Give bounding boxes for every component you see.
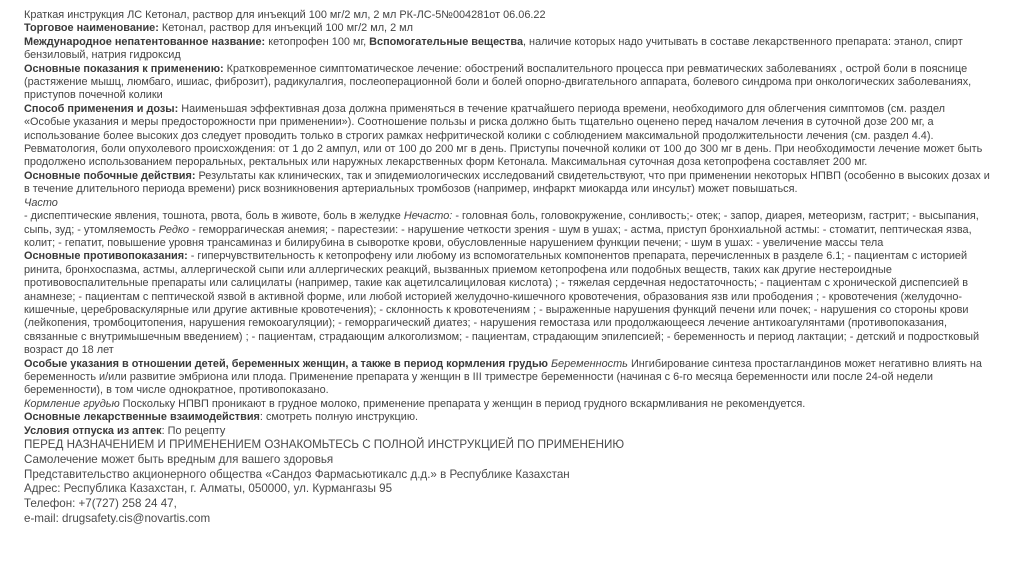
special-instructions-section xyxy=(24,358,992,398)
indications-label: Основные показания к применению: xyxy=(24,62,224,75)
lactation-label: Кормление грудью xyxy=(24,397,120,410)
inn-section xyxy=(24,36,992,63)
interactions-section xyxy=(24,411,992,424)
contraindications-label: Основные противопоказания: xyxy=(24,250,188,263)
indications-text: Кратковременное симптоматическое лечение: обострений воспалительного процесса при ревматических заболеваниях , острой боли в пояснице (растяжение мышц, люмбаго, ишиас, фиброзит), радикулалгия, послеоперационной боли и болей опорно-двигательного аппарата, болевого синдрома при онкологических заболеваниях, приступов почечной колики xyxy=(24,62,972,102)
side-effects-label: Основные побочные действия: xyxy=(24,169,196,182)
indications-section xyxy=(24,63,992,103)
contraindications-text: - гиперчувствительность к кетопрофену или любому из вспомогательных компонентов препарата, перечисленных в разделе 6.1; - пациентам с историей ринита, бронхоспазма, астмы, аллергической сыпи или аллергических реакций, вызванных приемом кетопрофена или подобных веществ, таких как другие нестероидные противовоспалительные препараты или салицилаты (например, такие как ацетилсалициловая кислота) ; - тяжелая сердечная недостаточность; - пациентам с хронической диспепсией в анамнезе; - пациентам с пептической язвой в активной форме, или любой историей желудочно-кишечного кровотечения, образования язв или прободения ; - кровотечения (желудочно-кишечные, цереброваскулярные или другие активные кровотечения); - склонность к кровотечениям ; - выраженные нарушения функций печени или почек; - нарушения со стороны крови (лейкопения, тромбоцитопения, нарушения гемокоагуляции); - геморрагический диатез; - нарушения гемостаза или продолжающееся лечение антикоагулянтами (противопоказания, связанные с внутримышечным введением) ; - пациентам, страдающим алкоголизмом; - пациентам, страдающим эпилепсией; - беременность и период лактации; - детский и подростковый возраст до 18 лет xyxy=(24,250,980,357)
uncommon-label: Нечасто: xyxy=(403,210,453,223)
self-treatment-warning: Самолечение может быть вредным для вашего здоровья xyxy=(24,452,334,466)
uncommon-effects-text: - головная боль, головокружение, сонливость;- отек; - запор, диарея, метеоризм, гастрит; - высыпания, сыпь, зуд; - утомляемость xyxy=(24,210,979,236)
special-instructions-label: Особые указания в отношении детей, беременных женщин, а также в период кормления грудью xyxy=(24,357,548,370)
document-header: Краткая инструкция ЛС Кетонал, раствор для инъекций 100 мг/2 мл, 2 мл РК-ЛС-5№004281от 06.06.22 xyxy=(24,9,546,21)
representative-office: Представительство акционерного общества «Сандоз Фармасьютикалс д.д.» в Республике Казахстан xyxy=(24,467,570,481)
instruction-document xyxy=(24,9,992,527)
dispensing-text: : По рецепту xyxy=(161,424,226,437)
dosage-section xyxy=(24,103,992,170)
excipients-label: Вспомогательные вещества xyxy=(369,35,523,48)
side-effects-list xyxy=(24,210,992,250)
address-line: Адрес: Республика Казахстан, г. Алматы, 050000, ул. Курмангазы 95 xyxy=(24,482,393,496)
contraindications-section xyxy=(24,250,992,357)
read-instruction-warning: ПЕРЕД НАЗНАЧЕНИЕМ И ПРИМЕНЕНИЕМ ОЗНАКОМЬТЕСЬ С ПОЛНОЙ ИНСТРУКЦИЕЙ ПО ПРИМЕНЕНИЮ xyxy=(24,438,625,451)
interactions-text: : смотреть полную инструкцию. xyxy=(259,411,419,424)
often-effects-text: - диспептические явления, тошнота, рвота, боль в животе, боль в желудке xyxy=(24,210,404,223)
pregnancy-text: Ингибирование синтеза простагландинов может негативно влиять на беременность и/или развитие эмбриона или плода. Применение препарата у женщин в III триместре беременности (начиная с 6-го месяца беременности или после 24-ой недели беременности), в том числе однократное, противопоказано. xyxy=(24,357,982,397)
phone-line: Телефон: +7(727) 258 24 47, xyxy=(24,497,177,511)
inn-text: кетопрофен 100 мг, xyxy=(265,35,370,48)
rare-label: Редко xyxy=(158,223,190,236)
dispensing-label: Условия отпуска из аптек xyxy=(24,424,162,437)
lactation-section xyxy=(24,398,992,411)
rare-effects-text: - геморрагическая анемия; - парестезии: - нарушение четкости зрения - шум в ушах; - астма, приступ бронхиальной астмы: - стоматит, пептическая язва, колит; - гепатит, повышение уровня трансаминаз и билирубина в сыворотке крови, обусловленные нарушением функции печени; - шум в ушах: - увеличение массы тела xyxy=(24,223,972,249)
dosage-label: Способ применения и дозы: xyxy=(24,102,179,115)
side-effects-section xyxy=(24,170,992,197)
trade-name-label: Торговое наименование: xyxy=(24,22,159,35)
email-line: e-mail: drugsafety.cis@novartis.com xyxy=(24,511,211,525)
interactions-label: Основные лекарственные взаимодействия xyxy=(24,411,260,424)
trade-name-text: Кетонал, раствор для инъекций 100 мг/2 мл, 2 мл xyxy=(158,22,414,35)
side-effects-frequency-heading: Часто xyxy=(24,196,58,209)
pregnancy-label: Беременность xyxy=(547,357,628,370)
inn-label: Международное непатентованное название: xyxy=(24,35,266,48)
trade-name-section xyxy=(24,22,992,35)
excipients-text: , наличие которых надо учитывать в составе лекарственного препарата: этанол, спирт бензиловый, натрия гидроксид xyxy=(24,35,963,62)
dosage-text: Наименьшая эффективная доза должна применяться в течение кратчайшего периода времени, необходимого для облегчения симптомов (см. раздел «Особые указания и меры предосторожности при применении»). Соотношение пользы и риска должно быть тщательно оценено перед началом лечения в суточной дозе 200 мг, а использование более высоких доз следует проводить только в строгих рамках нефритической колики с соблюдением максимальной продолжительности лечения (см. раздел 4.4). Ревматология, боли опухолевого происхождения: от 1 до 2 ампул, или от 100 до 200 мг в день. Приступы почечной колики от 100 до 300 мг в день. При необходимости лечение может быть продолжено использованием пероральных, ректальных или наружных лекарственных форм Кетонала. Максимальная суточная доза кетопрофена составляет 200 мг. xyxy=(24,102,983,169)
lactation-text: Поскольку НПВП проникают в грудное молоко, применение препарата у женщин в период грудного вскармливания не рекомендуется. xyxy=(119,397,806,410)
dispensing-section xyxy=(24,425,992,438)
side-effects-text: Результаты как клинических, так и эпидемиологических исследований свидетельствуют, что при применении некоторых НПВП (особенно в высоких дозах и в течение длительного периода времени) риск возникновения артериальных тромбозов (например, инфаркт миокарда или инсульт) может повышаться. xyxy=(24,169,990,196)
